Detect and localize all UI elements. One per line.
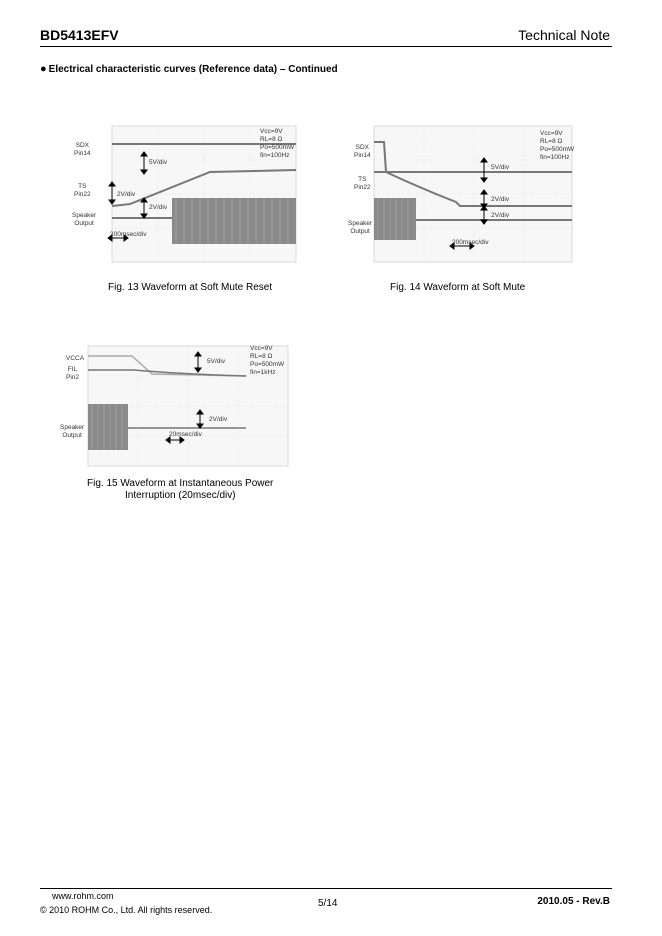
fig14-speaker-label: Speaker Output <box>348 220 373 235</box>
fig13-time-div: 200msec/div <box>110 231 147 238</box>
fig15-caption-line1: Fig. 15 Waveform at Instantaneous Power <box>87 478 274 489</box>
fig15-fil-label: FIL Pin2 <box>66 366 80 381</box>
revision: 2010.05 - Rev.B <box>537 896 610 907</box>
page-number: 5/14 <box>318 898 338 909</box>
fig15-vcca-label: VCCA <box>66 355 85 362</box>
fig13-div1: 5V/div <box>149 159 168 166</box>
footer-website: www.rohm.com <box>52 891 114 901</box>
fig14-div2: 2V/div <box>491 196 510 203</box>
fig13-ts-label: TS Pin22 <box>74 183 91 198</box>
footer-copyright: © 2010 ROHM Co., Ltd. All rights reserved. <box>40 905 213 915</box>
fig15-div2: 2V/div <box>209 416 228 423</box>
fig13-sdx-label: SDX Pin14 <box>74 142 91 157</box>
header-divider <box>40 46 612 47</box>
fig15-div1: 5V/div <box>207 358 226 365</box>
fig13-div3: 2V/div <box>149 204 168 211</box>
bullet-icon: ● <box>40 63 47 75</box>
fig14-time-div: 200msec/div <box>452 239 489 246</box>
fig14-sdx-label: SDX Pin14 <box>354 144 371 159</box>
fig13-conditions: Vcc=9V RL=8 Ω Po=500mW fin=100Hz <box>260 128 295 159</box>
fig14-speaker-burst <box>374 198 416 240</box>
document-type: Technical Note <box>518 27 610 43</box>
fig14-ts-label: TS Pin22 <box>354 176 371 191</box>
fig13-speaker-label: Speaker Output <box>72 212 97 227</box>
fig15-time-div: 20msec/div <box>169 431 202 438</box>
fig14-div1: 5V/div <box>491 164 510 171</box>
fig14-div3: 2V/div <box>491 212 510 219</box>
fig14-conditions: Vcc=9V RL=8 Ω Po=500mW fin=100Hz <box>540 130 575 161</box>
fig15-conditions: Vcc=9V RL=8 Ω Po=500mW fin=1kHz <box>250 345 285 376</box>
part-number: BD5413EFV <box>40 27 119 43</box>
footer-divider <box>40 888 612 889</box>
fig13-speaker-burst <box>172 198 296 244</box>
section-heading <box>40 63 338 75</box>
fig15-caption-line2: Interruption (20msec/div) <box>125 490 236 501</box>
figure-13 <box>60 118 300 276</box>
figure-15 <box>60 340 292 472</box>
fig13-caption: Fig. 13 Waveform at Soft Mute Reset <box>108 282 273 293</box>
section-title: Electrical characteristic curves (Reference data) – Continued <box>48 64 338 75</box>
figure-14 <box>340 118 580 276</box>
fig15-speaker-label: Speaker Output <box>60 424 85 439</box>
fig14-caption: Fig. 14 Waveform at Soft Mute <box>390 282 526 293</box>
fig13-div2: 2V/div <box>117 191 136 198</box>
